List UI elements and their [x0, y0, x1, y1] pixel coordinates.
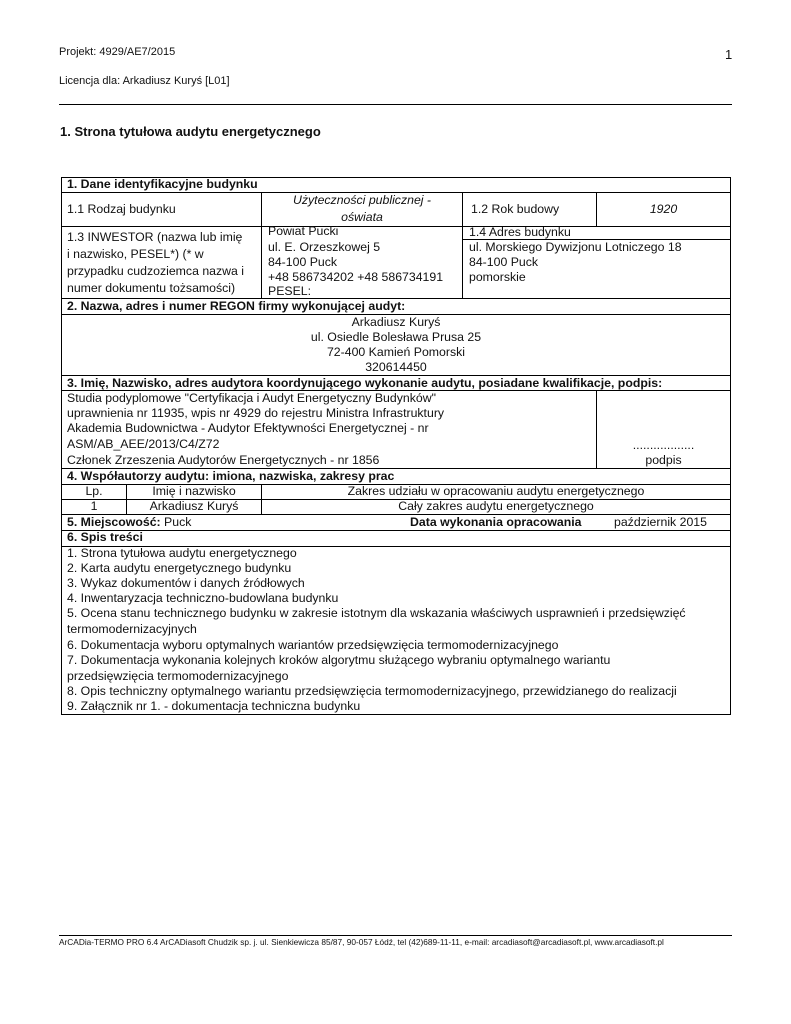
building-address-line3: pomorskie [469, 270, 526, 284]
place-row [67, 515, 191, 530]
qualification-line3: Akademia Budownictwa - Audytor Efektywności Energetycznej - nr [67, 421, 429, 435]
coauthor-row-lp: 1 [90, 499, 98, 513]
qualification-line4: ASM/AB_AEE/2013/C4/Z72 [67, 437, 220, 451]
auditor-firm-regon: 320614450 [365, 360, 427, 374]
qualification-line2: uprawnienia nr 11935, wpis nr 4929 do rejestru Ministra Infrastruktury [67, 406, 445, 420]
auditor-firm-name: Arkadiusz Kuryś [351, 315, 441, 329]
toc-item: 3. Wykaz dokumentów i danych źródłowych [67, 576, 305, 590]
auditor-firm-street: ul. Osiedle Bolesława Prusa 25 [310, 330, 482, 344]
building-address-line2: 84-100 Puck [469, 255, 539, 269]
coauthors-col-scope: Zakres udziału w opracowaniu audytu energetycznego [347, 484, 645, 498]
investor-value-line5: PESEL: [268, 284, 312, 298]
build-year-value: 1920 [649, 202, 678, 216]
row-line [61, 714, 731, 715]
investor-label-line2: i nazwisko, PESEL*) (* w [67, 247, 204, 261]
signature-dots: .................. [632, 438, 695, 452]
investor-value-line3: 84-100 Puck [268, 255, 338, 269]
building-type-label: 1.1 Rodzaj budynku [67, 202, 176, 216]
toc-item: 1. Strona tytułowa audytu energetycznego [67, 546, 297, 560]
toc-item: 7. Dokumentacja wykonania kolejnych kroków algorytmu służącego wybraniu optymalnego wariantu [67, 653, 611, 667]
toc-item: 8. Opis techniczny optymalnego wariantu przedsięwzięcia termomodernizacyjnego, przewidzianego do realizacji [67, 684, 677, 698]
section2-heading: 2. Nazwa, adres i numer REGON firmy wykonującej audyt: [67, 299, 406, 313]
col-line [462, 192, 463, 298]
toc-item: 4. Inwentaryzacja techniczno-budowlana budynku [67, 591, 339, 605]
qualification-line1: Studia podyplomowe "Certyfikacja i Audyt Energetyczny Budynków" [67, 391, 436, 405]
row-line [61, 530, 731, 531]
footer-text: ArCADia-TERMO PRO 6.4 ArCADiasoft Chudzik sp. j. ul. Sienkiewicza 85/87, 90-057 Łódź, tel (42)689-11-11, e-mail: arcadiasoft@arcadiasoft.pl, www.arcadiasoft.pl [59, 937, 664, 947]
toc-item: termomodernizacyjnych [67, 622, 197, 636]
row-line [61, 226, 731, 227]
signature-label: podpis [645, 453, 682, 467]
building-type-value-line2: oświata [341, 210, 383, 224]
table-border-left [61, 177, 62, 715]
section4-heading: 4. Współautorzy audytu: imiona, nazwiska, zakresy prac [67, 469, 395, 483]
coauthors-col-lp: Lp. [85, 484, 103, 498]
header-divider [59, 104, 732, 105]
footer-divider [59, 935, 732, 936]
investor-label-line1: 1.3 INWESTOR (nazwa lub imię [67, 230, 243, 244]
investor-label-line3: przypadku cudzoziemca nazwa i [67, 264, 245, 278]
page-number: 1 [725, 47, 733, 62]
table-border-right [730, 177, 731, 715]
investor-value-line4: +48 586734202 +48 586734191 [268, 270, 444, 284]
page-title: 1. Strona tytułowa audytu energetycznego [60, 124, 321, 139]
coauthor-row-name: Arkadiusz Kuryś [149, 499, 239, 513]
section3-heading: 3. Imię, Nazwisko, adres audytora koordynującego wykonanie audytu, posiadane kwalifikacje, podpis: [67, 376, 663, 390]
coauthor-row-scope: Cały zakres audytu energetycznego [398, 499, 594, 513]
license-text: Licencja dla: Arkadiusz Kuryś [L01] [59, 75, 230, 87]
qualification-line5: Członek Zrzeszenia Audytorów Energetycznych - nr 1856 [67, 453, 380, 467]
place-value: Puck [160, 515, 192, 529]
investor-value-line1: Powiat Pucki [268, 224, 339, 238]
section1-heading: 1. Dane identyfikacyjne budynku [67, 177, 258, 191]
toc-item: 2. Karta audytu energetycznego budynku [67, 561, 292, 575]
date-label: Data wykonania opracowania [410, 515, 582, 529]
project-id: Projekt: 4929/AE7/2015 [59, 46, 176, 58]
toc-item: 5. Ocena stanu technicznego budynku w zakresie istotnym dla wskazania właściwych usprawnień i przedsięwzięć [67, 606, 686, 620]
building-address-label: 1.4 Adres budynku [469, 225, 571, 239]
auditor-firm-city: 72-400 Kamień Pomorski [326, 345, 466, 359]
build-year-label: 1.2 Rok budowy [471, 202, 560, 216]
toc-item: 9. Załącznik nr 1. - dokumentacja techniczna budynku [67, 699, 361, 713]
building-address-line1: ul. Morskiego Dywizjonu Lotniczego 18 [469, 240, 682, 254]
place-label: 5. Miejscowość: [67, 515, 161, 529]
date-value: październik 2015 [614, 515, 707, 529]
toc-item: przedsięwzięcia termomodernizacyjnego [67, 669, 289, 683]
coauthors-col-name: Imię i nazwisko [152, 484, 236, 498]
investor-value-line2: ul. E. Orzeszkowej 5 [268, 240, 381, 254]
section6-heading: 6. Spis treści [67, 530, 143, 544]
toc-item: 6. Dokumentacja wyboru optymalnych wariantów przedsięwzięcia termomodernizacyjnego [67, 638, 559, 652]
investor-label-line4: numer dokumentu tożsamości) [67, 281, 236, 295]
building-type-value-line1: Użyteczności publicznej - [292, 193, 432, 207]
